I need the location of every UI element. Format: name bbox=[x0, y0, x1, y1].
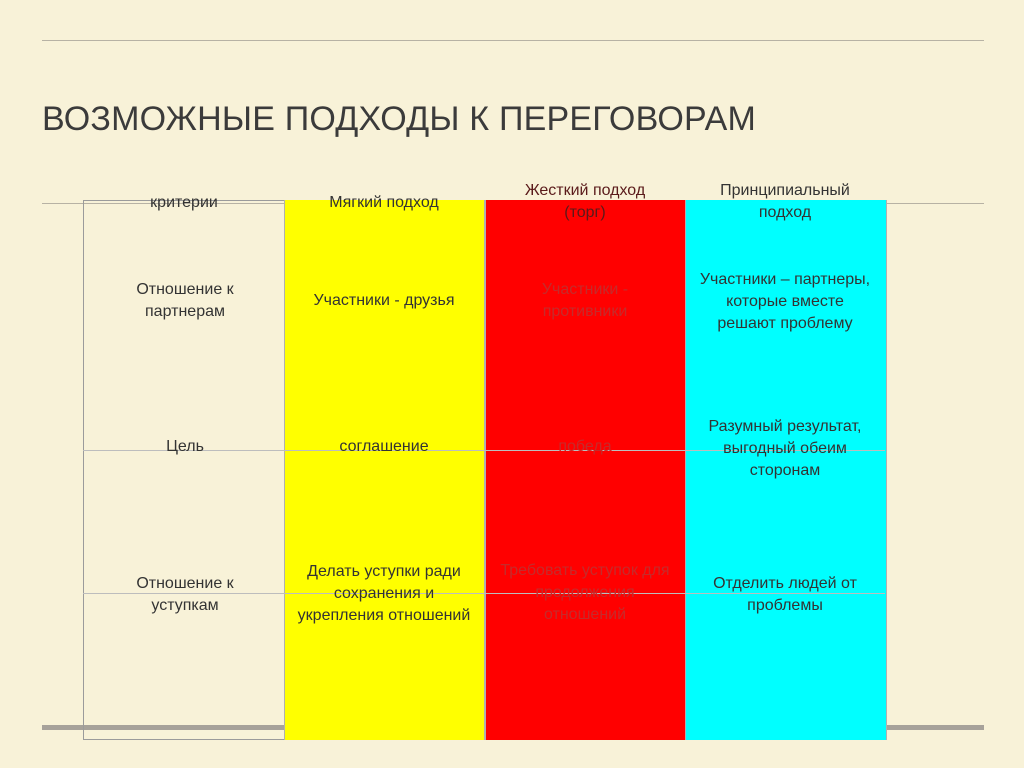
row1-criterion: Отношение к партнерам bbox=[136, 281, 234, 320]
header-soft: Мягкий подход bbox=[329, 194, 439, 211]
row3-principled: Отделить людей от проблемы bbox=[713, 575, 857, 614]
row2-principled: Разумный результат, выгодный обеим сторонам bbox=[708, 418, 862, 479]
row3-criterion: Отношение к уступкам bbox=[136, 575, 234, 614]
row2-criterion: Цель bbox=[166, 438, 204, 455]
header-principled: Принципиальный подход bbox=[720, 182, 850, 221]
soft-approach-column bbox=[284, 200, 485, 740]
row3-soft: Делать уступки ради сохранения и укрепления отношений bbox=[297, 563, 471, 624]
top-rule bbox=[42, 40, 984, 41]
row2-hard: победа bbox=[558, 438, 612, 455]
row1-hard: Участники - противники bbox=[541, 281, 629, 320]
header-criteria: критерии bbox=[150, 194, 218, 211]
header-hard: Жесткий подход (торг) bbox=[524, 182, 646, 221]
row2-soft: соглашение bbox=[339, 438, 429, 455]
slide-title: ВОЗМОЖНЫЕ ПОДХОДЫ К ПЕРЕГОВОРАМ bbox=[42, 100, 756, 138]
row1-principled: Участники – партнеры, которые вместе решают проблему bbox=[699, 271, 871, 332]
row3-hard: Требовать уступок для продолжения отношений bbox=[500, 562, 670, 623]
row1-soft: Участники - друзья bbox=[313, 292, 455, 309]
